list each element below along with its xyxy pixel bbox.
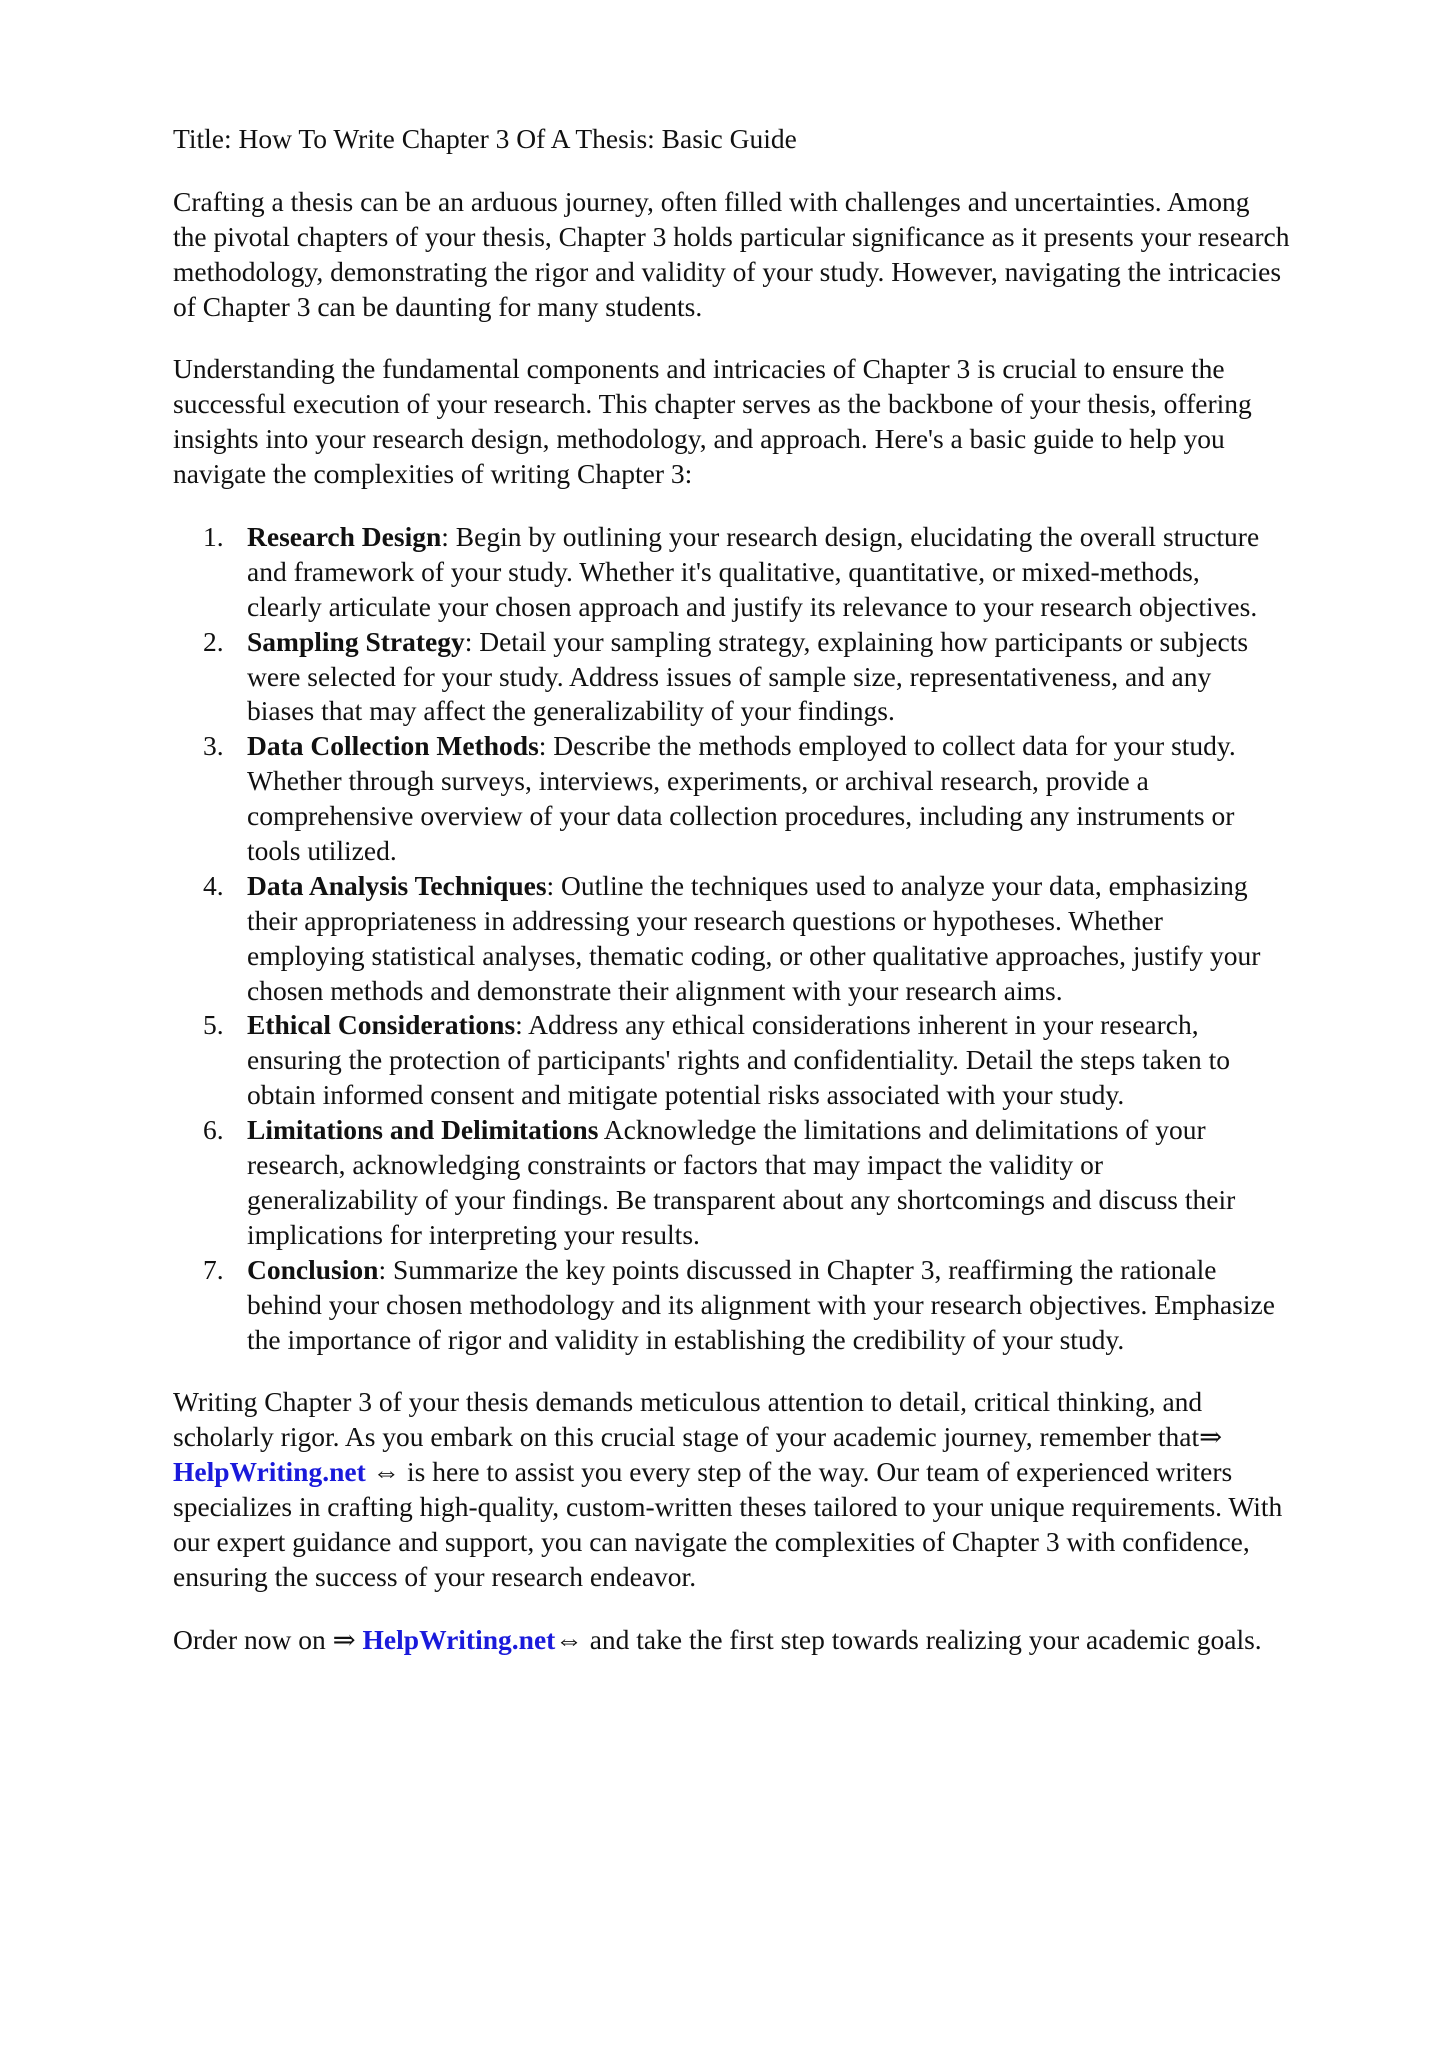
text-line: research, acknowledging constraints or factors that may impact the validity or: [247, 1149, 1104, 1181]
text-line: navigate the complexities of writing Chapter 3:: [173, 458, 693, 490]
text-line: [247, 1113, 1393, 1148]
text-line: employing statistical analyses, thematic coding, or other qualitative approaches, justify your: [247, 939, 1261, 971]
list-item: [173, 520, 1393, 625]
text-line: insights into your research design, methodology, and approach. Here's a basic guide to help you: [173, 423, 1225, 455]
text-line: Crafting a thesis can be an arduous journey, often filled with challenges and uncertainties. Among: [173, 185, 1250, 217]
list-item-heading: Research Design: [247, 521, 442, 553]
intro-paragraph: [173, 185, 1393, 325]
double-arrow-icon: ⇔: [555, 1623, 583, 1655]
list-number: 6.: [203, 1114, 224, 1146]
list-number: 3.: [203, 730, 224, 762]
text-line: ensuring the protection of participants' rights and confidentiality. Detail the steps taken to: [247, 1044, 1230, 1076]
text-line: chosen methods and demonstrate their alignment with your research aims.: [247, 974, 1063, 1006]
text-line: specializes in crafting high-quality, custom-written theses tailored to your unique requirements. With: [173, 1491, 1283, 1523]
text-line: our expert guidance and support, you can navigate the complexities of Chapter 3 with confidence,: [173, 1525, 1250, 1557]
text-span: : Detail your sampling strategy, explaining how participants or subjects: [464, 625, 1249, 657]
list-item-heading: Data Collection Methods: [247, 730, 539, 762]
text-line: [247, 729, 1393, 764]
text-span: Acknowledge the limitations and delimitations of your: [598, 1114, 1206, 1146]
text-span: : Address any ethical considerations inherent in your research,: [515, 1009, 1199, 1041]
text-span: is here to assist you every step of the way. Our team of experienced writers: [400, 1456, 1233, 1488]
list-item-heading: Ethical Considerations: [247, 1009, 516, 1041]
text-line: clearly articulate your chosen approach and justify its relevance to your research objectives.: [247, 590, 1258, 622]
text-span: : Summarize the key points discussed in Chapter 3, reaffirming the rationale: [378, 1253, 1217, 1285]
text-line: of Chapter 3 can be daunting for many students.: [173, 290, 703, 322]
arrow-right-icon: ⇒: [332, 1623, 356, 1655]
text-line: [247, 869, 1393, 904]
closing-paragraph: [173, 1385, 1393, 1594]
list-item: [173, 1008, 1393, 1113]
list-number: 1.: [203, 521, 224, 553]
arrow-right-icon: ⇒: [1199, 1421, 1223, 1453]
list-number: 7.: [203, 1253, 224, 1285]
text-line: [247, 1008, 1393, 1043]
intro-paragraph: [173, 352, 1393, 492]
list-number: 5.: [203, 1009, 224, 1041]
text-line: [173, 1455, 1393, 1490]
list-item-heading: Sampling Strategy: [247, 625, 465, 657]
text-line: successful execution of your research. This chapter serves as the backbone of your thesis, offering: [173, 388, 1252, 420]
helpwriting-link[interactable]: HelpWriting.net: [362, 1623, 556, 1655]
list-number: 2.: [203, 625, 224, 657]
double-arrow-icon: ⇔: [372, 1456, 401, 1488]
text-line: implications for interpreting your results.: [247, 1218, 700, 1250]
text-line: [247, 520, 1393, 555]
text-line: [247, 1253, 1393, 1288]
list-item: [173, 1113, 1393, 1253]
document-title: Title: How To Write Chapter 3 Of A Thesis: Basic Guide: [173, 123, 797, 154]
order-line: [173, 1623, 1393, 1658]
text-line: methodology, demonstrating the rigor and validity of your study. However, navigating the intricacies: [173, 255, 1282, 287]
list-item: [173, 625, 1393, 730]
intro-section: [173, 185, 1393, 492]
text-line: comprehensive overview of your data collection procedures, including any instruments or: [247, 800, 1235, 832]
list-item: [173, 1253, 1393, 1358]
text-line: the pivotal chapters of your thesis, Chapter 3 holds particular significance as it presents your research: [173, 220, 1290, 252]
helpwriting-link[interactable]: HelpWriting.net: [173, 1456, 366, 1488]
text-span: : Begin by outlining your research design, elucidating the overall structure: [441, 521, 1260, 553]
text-line: ensuring the success of your research endeavor.: [173, 1560, 697, 1592]
list-number: 4.: [203, 869, 224, 901]
text-span: scholarly rigor. As you embark on this crucial stage of your academic journey, remember that: [173, 1421, 1200, 1453]
text-line: [247, 625, 1393, 660]
guide-list: [173, 520, 1393, 1357]
text-line: and framework of your study. Whether it's qualitative, quantitative, or mixed-methods,: [247, 555, 1200, 587]
text-span: Order now on: [173, 1623, 333, 1655]
list-item: [173, 729, 1393, 869]
document-page: [173, 122, 1393, 1658]
list-item-heading: Conclusion: [247, 1253, 379, 1285]
list-item: [173, 869, 1393, 1009]
list-item-heading: Data Analysis Techniques: [247, 869, 547, 901]
text-line: biases that may affect the generalizability of your findings.: [247, 695, 895, 727]
text-span: and take the first step towards realizing your academic goals.: [582, 1623, 1262, 1655]
text-line: behind your chosen methodology and its alignment with your research objectives. Emphasize: [247, 1288, 1275, 1320]
text-line: Writing Chapter 3 of your thesis demands meticulous attention to detail, critical thinking, and: [173, 1386, 1203, 1418]
text-line: Understanding the fundamental components and intricacies of Chapter 3 is crucial to ensure the: [173, 353, 1225, 385]
text-line: generalizability of your findings. Be transparent about any shortcomings and discuss their: [247, 1183, 1236, 1215]
text-line: their appropriateness in addressing your research questions or hypotheses. Whether: [247, 904, 1163, 936]
text-line: tools utilized.: [247, 835, 397, 867]
text-line: [173, 1420, 1393, 1455]
text-span: : Outline the techniques used to analyze your data, emphasizing: [546, 869, 1248, 901]
text-span: : Describe the methods employed to collect data for your study.: [538, 730, 1236, 762]
text-line: obtain informed consent and mitigate potential risks associated with your study.: [247, 1079, 1125, 1111]
text-line: were selected for your study. Address issues of sample size, representativeness, and any: [247, 660, 1212, 692]
list-item-heading: Limitations and Delimitations: [247, 1114, 599, 1146]
text-line: the importance of rigor and validity in establishing the credibility of your study.: [247, 1323, 1125, 1355]
text-line: Whether through surveys, interviews, experiments, or archival research, provide a: [247, 765, 1149, 797]
